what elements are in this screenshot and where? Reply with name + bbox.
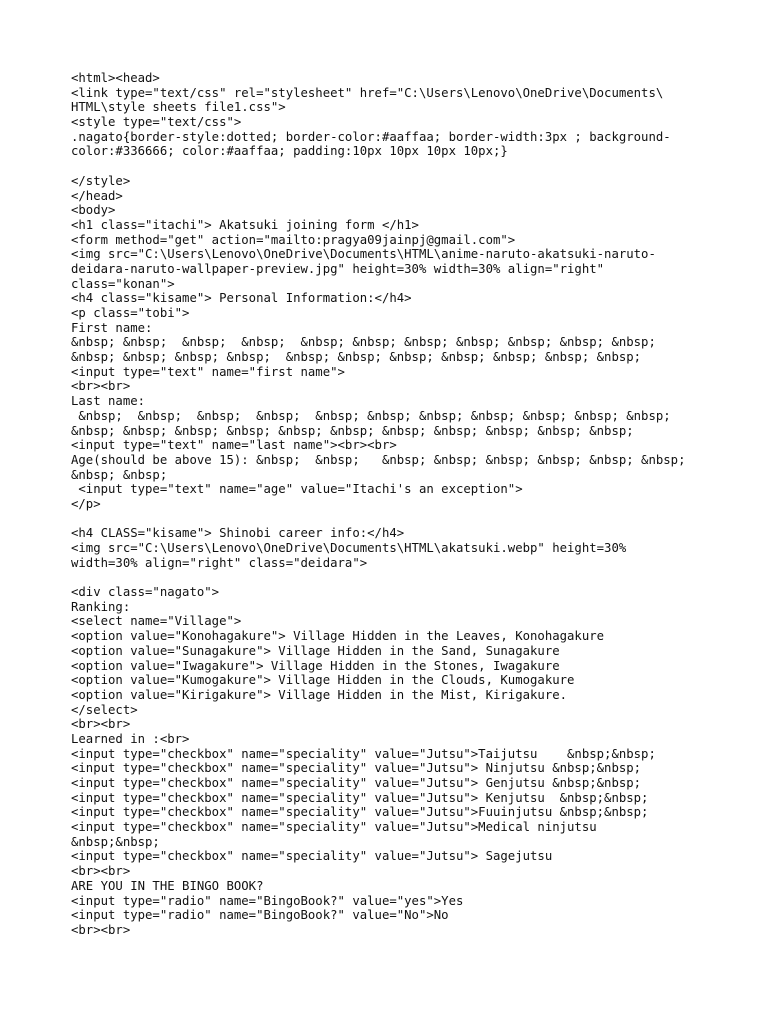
code-line: <input type="text" name="first name"> [71,364,345,379]
code-line: &nbsp; &nbsp; &nbsp; &nbsp; &nbsp; &nbsp; &nbsp; &nbsp; &nbsp; &nbsp; &nbsp; [71,350,642,365]
code-line: <img src="C:\Users\Lenovo\OneDrive\Documents\HTML\akatsuki.webp" height=30% [71,541,627,555]
code-line: <input type="checkbox" name="speciality" value="Jutsu"> Sagejutsu [71,849,553,864]
code-line: <h4 CLASS="kisame"> Shinobi career info:</h4> [71,526,405,541]
code-line: &nbsp; &nbsp; &nbsp; &nbsp; &nbsp; &nbsp; &nbsp; &nbsp; &nbsp; &nbsp; &nbsp; [71,423,634,438]
code-line [71,570,751,585]
code-line: </style> [71,173,131,188]
code-line: <br><br> [71,717,131,732]
code-line: <input type="radio" name="BingoBook?" value="yes">Yes [71,893,464,908]
code-line: <br><br> [71,922,131,937]
code-line: <h1 class="itachi"> Akatsuki joining form </h1> [71,217,419,232]
code-line: </p> [71,496,101,511]
code-line: <input type="radio" name="BingoBook?" value="No">No [71,908,449,923]
code-line: .nagato{border-style:dotted; border-color:#aaffaa; border-width:3px ; background- [71,129,671,144]
code-line: Age(should be above 15): &nbsp; &nbsp; &nbsp; &nbsp; &nbsp; &nbsp; &nbsp; &nbsp; [71,452,686,467]
code-line: </head> [71,188,123,203]
code-line [71,159,751,174]
code-listing [71,71,751,938]
code-line: <br><br> [71,864,131,879]
code-line: </select> [71,702,138,717]
code-line: class="konan"> [71,276,175,291]
code-line: Last name: [71,394,146,409]
code-line: <input type="checkbox" name="speciality" value="Jutsu">Taijutsu &nbsp;&nbsp; [71,746,656,761]
code-line: <style type="text/css"> [71,115,242,130]
code-line: color:#336666; color:#aaffaa; padding:10px 10px 10px 10px;} [71,144,508,159]
code-line: deidara-naruto-wallpaper-preview.jpg" height=30% width=30% align="right" [71,261,605,276]
code-line: <input type="checkbox" name="speciality" value="Jutsu">Medical ninjutsu [71,820,597,835]
code-line: <option value="Kirigakure"> Village Hidden in the Mist, Kirigakure. [71,687,568,702]
code-line: <option value="Iwagakure"> Village Hidden in the Stones, Iwagakure [71,658,560,673]
code-line: &nbsp; &nbsp; &nbsp; &nbsp; &nbsp; &nbsp; &nbsp; &nbsp; &nbsp; &nbsp; &nbsp; [71,408,671,423]
code-line: HTML\style sheets file1.css"> [71,100,286,115]
code-line: <input type="checkbox" name="speciality" value="Jutsu"> Kenjutsu &nbsp;&nbsp; [71,790,649,805]
code-line: <body> [71,203,116,218]
code-line: &nbsp; &nbsp; [71,467,168,482]
code-line: <input type="checkbox" name="speciality" value="Jutsu"> Ninjutsu &nbsp;&nbsp; [71,761,642,776]
code-line: <html><head> [71,71,160,85]
code-line: <option value="Kumogakure"> Village Hidden in the Clouds, Kumogakure [71,673,575,688]
code-line: <br><br> [71,379,131,394]
code-line: <form method="get" action="mailto:pragya09jainpj@gmail.com"> [71,232,516,247]
code-line: <h4 class="kisame"> Personal Information:</h4> [71,291,412,306]
code-line: <img src="C:\Users\Lenovo\OneDrive\Documents\HTML\anime-naruto-akatsuki-naruto- [71,247,656,262]
code-line: <input type="text" name="age" value="Itachi's an exception"> [71,482,523,497]
code-line: width=30% align="right" class="deidara"> [71,555,368,570]
code-line [71,512,751,527]
code-line: <select name="Village"> [71,614,242,629]
code-line: <option value="Konohagakure"> Village Hidden in the Leaves, Konohagakure [71,629,605,644]
code-line: Learned in :<br> [71,731,190,746]
code-line: <input type="checkbox" name="speciality" value="Jutsu">Fuuinjutsu &nbsp;&nbsp; [71,805,649,820]
code-line: &nbsp;&nbsp; [71,834,160,849]
code-line: <input type="text" name="last name"><br><br> [71,438,397,453]
code-line: ARE YOU IN THE BINGO BOOK? [71,878,264,893]
code-line: &nbsp; &nbsp; &nbsp; &nbsp; &nbsp; &nbsp; &nbsp; &nbsp; &nbsp; &nbsp; &nbsp; [71,335,656,350]
code-line: Ranking: [71,599,131,614]
code-line: <input type="checkbox" name="speciality" value="Jutsu"> Genjutsu &nbsp;&nbsp; [71,776,642,790]
code-line: <option value="Sunagakure"> Village Hidden in the Sand, Sunagakure [71,643,560,658]
code-line: <link type="text/css" rel="stylesheet" href="C:\Users\Lenovo\OneDrive\Documents\ [71,85,664,100]
code-line: <p class="tobi"> [71,306,190,320]
code-line: First name: [71,320,153,335]
code-line: <div class="nagato"> [71,585,220,600]
